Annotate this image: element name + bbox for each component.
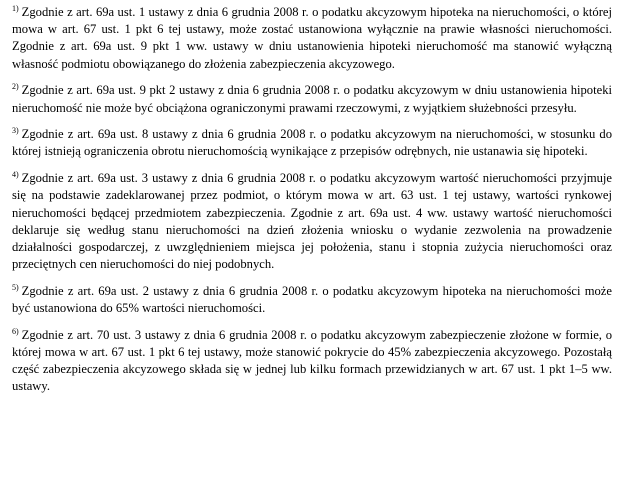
footnote-2: [12, 82, 612, 116]
footnote-marker: 1): [12, 4, 19, 13]
footnote-6: [12, 327, 612, 396]
footnote-text: Zgodnie z art. 69a ust. 9 pkt 2 ustawy z dnia 6 grudnia 2008 r. o podatku akcyzowym w dniu ustanowienia hipoteki nieruchomość nie może być obciążona ograniczonymi prawami rzeczowymi, z wyjątkiem służebności przesyłu.: [12, 83, 612, 115]
footnote-marker: 4): [12, 170, 19, 180]
footnote-marker: 2): [12, 82, 19, 92]
footnote-text: Zgodnie z art. 69a ust. 3 ustawy z dnia 6 grudnia 2008 r. o podatku akcyzowym wartość nieruchomości przyjmuje się na podstawie zadeklarowanej przez podmiot, o którym mowa w art. 63 ust. 1 tej ustawy, wartości rynkowej nieruchomości będącej przedmiotem zabezpieczenia. Zgodnie z art. 69a ust. 4 ww. ustawy wartość nieruchomości deklaruje się według stanu nieruchomości na dzień złożenia wniosku o wydanie zezwolenia na prowadzenie działalności gospodarczej, z uwzględnieniem miejsca jej położenia, stanu i stopnia zużycia nieruchomości oraz przeciętnych cen nieruchomości do niej podobnych.: [12, 171, 612, 272]
footnote-marker: 3): [12, 126, 19, 136]
footnote-text: Zgodnie z art. 69a ust. 1 ustawy z dnia 6 grudnia 2008 r. o podatku akcyzowym hipoteka na nieruchomości, o której mowa w art. 67 ust. 1 pkt 6 tej ustawy, może zostać ustanowiona wyłącznie na prawie własności nieruchomości. Zgodnie z art. 69a ust. 9 pkt 1 ww. ustawy w dniu ustanowienia hipoteki nieruchomość ma stanowić wyłączną własność podmiotu obowiązanego do złożenia zabezpieczenia akcyzowego.: [12, 5, 612, 71]
footnote-5: [12, 283, 612, 317]
footnote-marker: 6): [12, 326, 19, 336]
footnote-3: [12, 126, 612, 160]
footnote-text: Zgodnie z art. 69a ust. 8 ustawy z dnia 6 grudnia 2008 r. o podatku akcyzowym na nieruchomości, w stosunku do której istnieją ograniczenia obrotu nieruchomością wynikające z przepisów odrębnych, nie ustanawia się hipoteki.: [12, 127, 612, 159]
footnote-4: [12, 170, 612, 273]
footnote-text: Zgodnie z art. 69a ust. 2 ustawy z dnia 6 grudnia 2008 r. o podatku akcyzowym hipoteka na nieruchomości może być ustanowiona do 65% wartości nieruchomości.: [12, 283, 612, 316]
footnote-marker: 5): [12, 282, 19, 292]
footnotes-page: [12, 4, 612, 396]
footnote-text: Zgodnie z art. 70 ust. 3 ustawy z dnia 6 grudnia 2008 r. o podatku akcyzowym zabezpieczenie złożone w formie, o której mowa w art. 67 ust. 1 pkt 6 tej ustawy, może stanowić pokrycie do 45% zabezpieczenia akcyzowego. Pozostałą część zabezpieczenia akcyzowego składa się w jednej lub kilku formach przewidzianych w art. 67 ust. 1 pkt 1–5 ww. ustawy.: [12, 327, 612, 394]
footnote-1: [12, 4, 612, 73]
